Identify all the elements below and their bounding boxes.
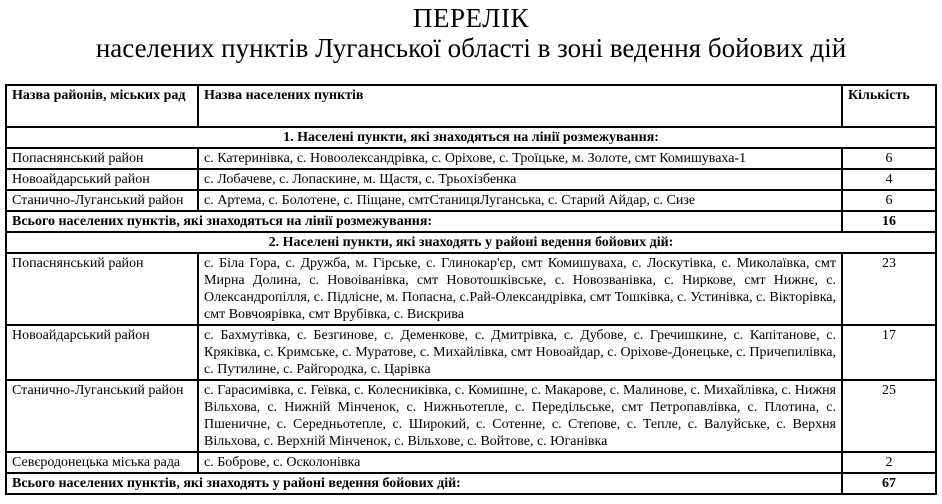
table-row <box>6 190 936 211</box>
table-row <box>6 148 936 169</box>
column-header-count: Кількість <box>842 85 936 127</box>
settlements-table <box>5 84 937 495</box>
section-2-total-count: 67 <box>842 473 936 494</box>
district-cell: Новоайдарський район <box>6 169 198 190</box>
table-row <box>6 380 936 452</box>
count-cell: 17 <box>842 325 936 380</box>
document-subtitle: населених пунктів Луганської області в зоні ведення бойових дій <box>95 33 847 63</box>
document-title: ПЕРЕЛІК <box>413 3 529 33</box>
district-cell: Новоайдарський район <box>6 325 198 380</box>
count-cell: 6 <box>842 148 936 169</box>
section-2-total-label: Всього населених пунктів, які знаходять у районі ведення бойових дій: <box>6 473 842 494</box>
count-cell: 6 <box>842 190 936 211</box>
settlements-cell: с. Катеринівка, с. Новоолександрівка, с. Оріхове, с. Троїцьке, м. Золоте, смт Комишуваха-1 <box>198 148 842 169</box>
district-cell: Попаснянський район <box>6 148 198 169</box>
table-row <box>6 452 936 473</box>
section-1-total-label: Всього населених пунктів, які знаходяться на лінії розмежування: <box>6 211 842 232</box>
section-1-total-count: 16 <box>842 211 936 232</box>
table-row <box>6 169 936 190</box>
settlements-cell: с. Боброве, с. Осколонівка <box>198 452 842 473</box>
district-cell: Севєродонецька міська рада <box>6 452 198 473</box>
district-cell: Попаснянський район <box>6 253 198 325</box>
count-cell: 23 <box>842 253 936 325</box>
table-header-row <box>6 85 936 127</box>
count-cell: 4 <box>842 169 936 190</box>
section-2-title: 2. Населені пункти, які знаходять у районі ведення бойових дій: <box>6 232 936 253</box>
settlements-cell: с. Бахмутівка, с. Безгинове, с. Деменкове, с. Дмитрівка, с. Дубове, с. Гречишкине, с. Капітанове, с. Кряківка, с. Кримське, с. Муратове, с. Михайлівка, смт Новоайдар, с. Оріхове-Донецьке, с. Причепилівка, с. Путилине, с. Райгородка, с. Царівка <box>198 325 842 380</box>
settlements-cell: с. Гарасимівка, с. Геївка, с. Колесниківка, с. Комишне, с. Макарове, с. Малинове, с. Михайлівка, с. Нижня Вільхова, с. Нижній Мінченок, с. Нижньотепле, с. Передільське, смт Петропавлівка, с. Плотина, с. Пшеничне, с. Середньотепле, с. Широкий, с. Сотенне, с. Степове, с. Тепле, с. Валуйське, с. Верхня Вільхова, с. Верхній Мінченок, с. Вільхове, с. Войтове, с. Юганівка <box>198 380 842 452</box>
district-cell: Станично-Луганський район <box>6 190 198 211</box>
count-cell: 2 <box>842 452 936 473</box>
section-1-title: 1. Населені пункти, які знаходяться на лінії розмежування: <box>6 127 936 148</box>
section-2-header-row <box>6 232 936 253</box>
column-header-districts: Назва районів, міських рад <box>6 85 198 127</box>
settlements-cell: с. Біла Гора, с. Дружба, м. Гірське, с. Глинокар'єр, смт Комишуваха, с. Лоскутівка, с. Миколаївка, смт Мирна Долина, с. Новоіванівка, смт Новотошківське, с. Новозванівка, с. Ниркове, смт Нижнє, с. Олександропілля, с. Підлісне, м. Попасна, с.Рай-Олександрівка, смт Тошківка, с. Устинівка, с. Вікторівка, смт Вовчоярівка, смт Врубівка, с. Вискрива <box>198 253 842 325</box>
settlements-cell: с. Лобачеве, с. Лопаскине, м. Щастя, с. Трьохізбенка <box>198 169 842 190</box>
district-cell: Станично-Луганський район <box>6 380 198 452</box>
column-header-settlements: Назва населених пунктів <box>198 85 842 127</box>
section-1-header-row <box>6 127 936 148</box>
count-cell: 25 <box>842 380 936 452</box>
settlements-cell: с. Артема, с. Болотене, с. Піщане, смтСтаницяЛуганська, с. Старий Айдар, с. Сизе <box>198 190 842 211</box>
section-2-total-row <box>6 473 936 494</box>
table-row <box>6 253 936 325</box>
section-1-total-row <box>6 211 936 232</box>
table-row <box>6 325 936 380</box>
